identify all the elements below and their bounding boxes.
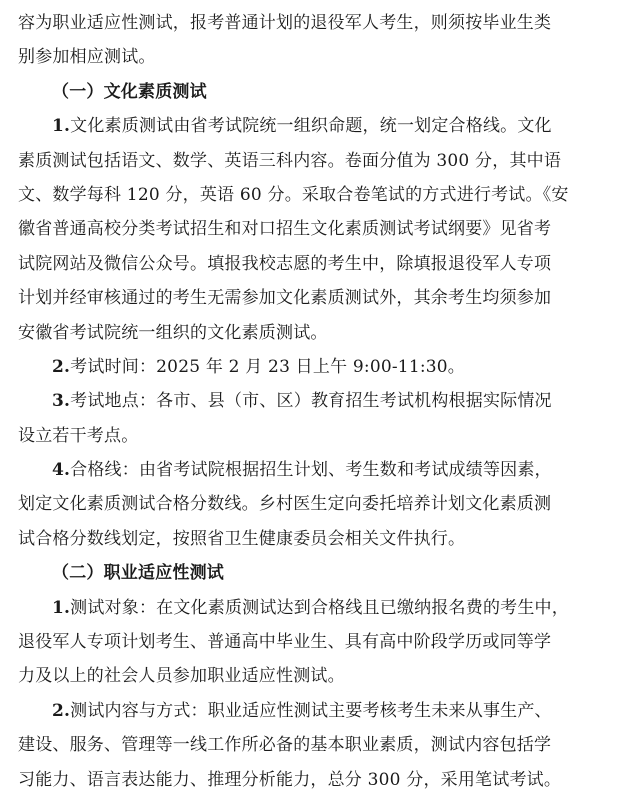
- section-heading-vocational: （二）职业适应性测试: [52, 563, 224, 584]
- paragraph-line: [18, 109, 612, 143]
- paragraph-line: [18, 591, 612, 625]
- item-text: 合格线：由省考试院根据招生计划、考生数和考试成绩等因素，: [70, 460, 552, 481]
- item-text: 考试时间：2025 年 2 月 23 日上午 9:00-11:30。: [70, 356, 466, 377]
- item-text: 测试内容与方式：职业适应性测试主要考核考生未来从事生产、: [70, 700, 552, 721]
- item-number: 4.: [52, 460, 71, 481]
- paragraph-line: 计划并经审核通过的考生无需参加文化素质测试外，其余考生均须参加: [18, 288, 552, 309]
- item-number: 3.: [52, 391, 71, 412]
- paragraph-line: 安徽省考试院统一组织的文化素质测试。: [18, 322, 328, 343]
- paragraph-line: 徽省普通高校分类考试招生和对口招生文化素质测试考试纲要》见省考: [18, 219, 552, 240]
- item-number: 2.: [52, 700, 71, 721]
- item-number: 1.: [52, 597, 71, 618]
- item-number: 1.: [52, 116, 71, 137]
- paragraph-line: 试合格分数线划定，按照省卫生健康委员会相关文件执行。: [18, 528, 466, 549]
- item-text: 考试地点：各市、县（市、区）教育招生考试机构根据实际情况: [70, 391, 552, 412]
- item-number: 2.: [52, 356, 71, 377]
- paragraph-line: [18, 453, 612, 487]
- paragraph-line: 建设、服务、管理等一线工作所必备的基本职业素质，测试内容包括学: [18, 735, 552, 756]
- item-text: 文化素质测试由省考试院统一组织命题，统一划定合格线。文化: [70, 116, 552, 137]
- paragraph-line: 别参加相应测试。: [18, 47, 156, 68]
- paragraph-line: [18, 694, 612, 728]
- item-text: 测试对象：在文化素质测试达到合格线且已缴纳报名费的考生中，: [70, 597, 569, 618]
- section-heading-culture: （一）文化素质测试: [52, 81, 207, 102]
- paragraph-line: [18, 384, 612, 418]
- paragraph-line: 文、数学每科 120 分，英语 60 分。采取合卷笔试的方式进行考试。《安: [18, 184, 569, 205]
- paragraph-line: 容为职业适应性测试，报考普通计划的退役军人考生，则须按毕业生类: [18, 13, 552, 33]
- paragraph-line: 习能力、语言表达能力、推理分析能力，总分 300 分，采用笔试考试。: [18, 769, 562, 790]
- paragraph-line: 素质测试包括语文、数学、英语三科内容。卷面分值为 300 分，其中语: [18, 150, 562, 171]
- paragraph-line: 划定文化素质测试合格分数线。乡村医生定向委托培养计划文化素质测: [18, 494, 552, 515]
- paragraph-line: 试院网站及微信公众号。填报我校志愿的考生中，除填报退役军人专项: [18, 253, 552, 274]
- paragraph-line: [18, 350, 612, 384]
- paragraph-line: 设立若干考点。: [18, 425, 139, 446]
- paragraph-line: 力及以上的社会人员参加职业适应性测试。: [18, 666, 345, 687]
- paragraph-line: 退役军人专项计划考生、普通高中毕业生、具有高中阶段学历或同等学: [18, 632, 552, 653]
